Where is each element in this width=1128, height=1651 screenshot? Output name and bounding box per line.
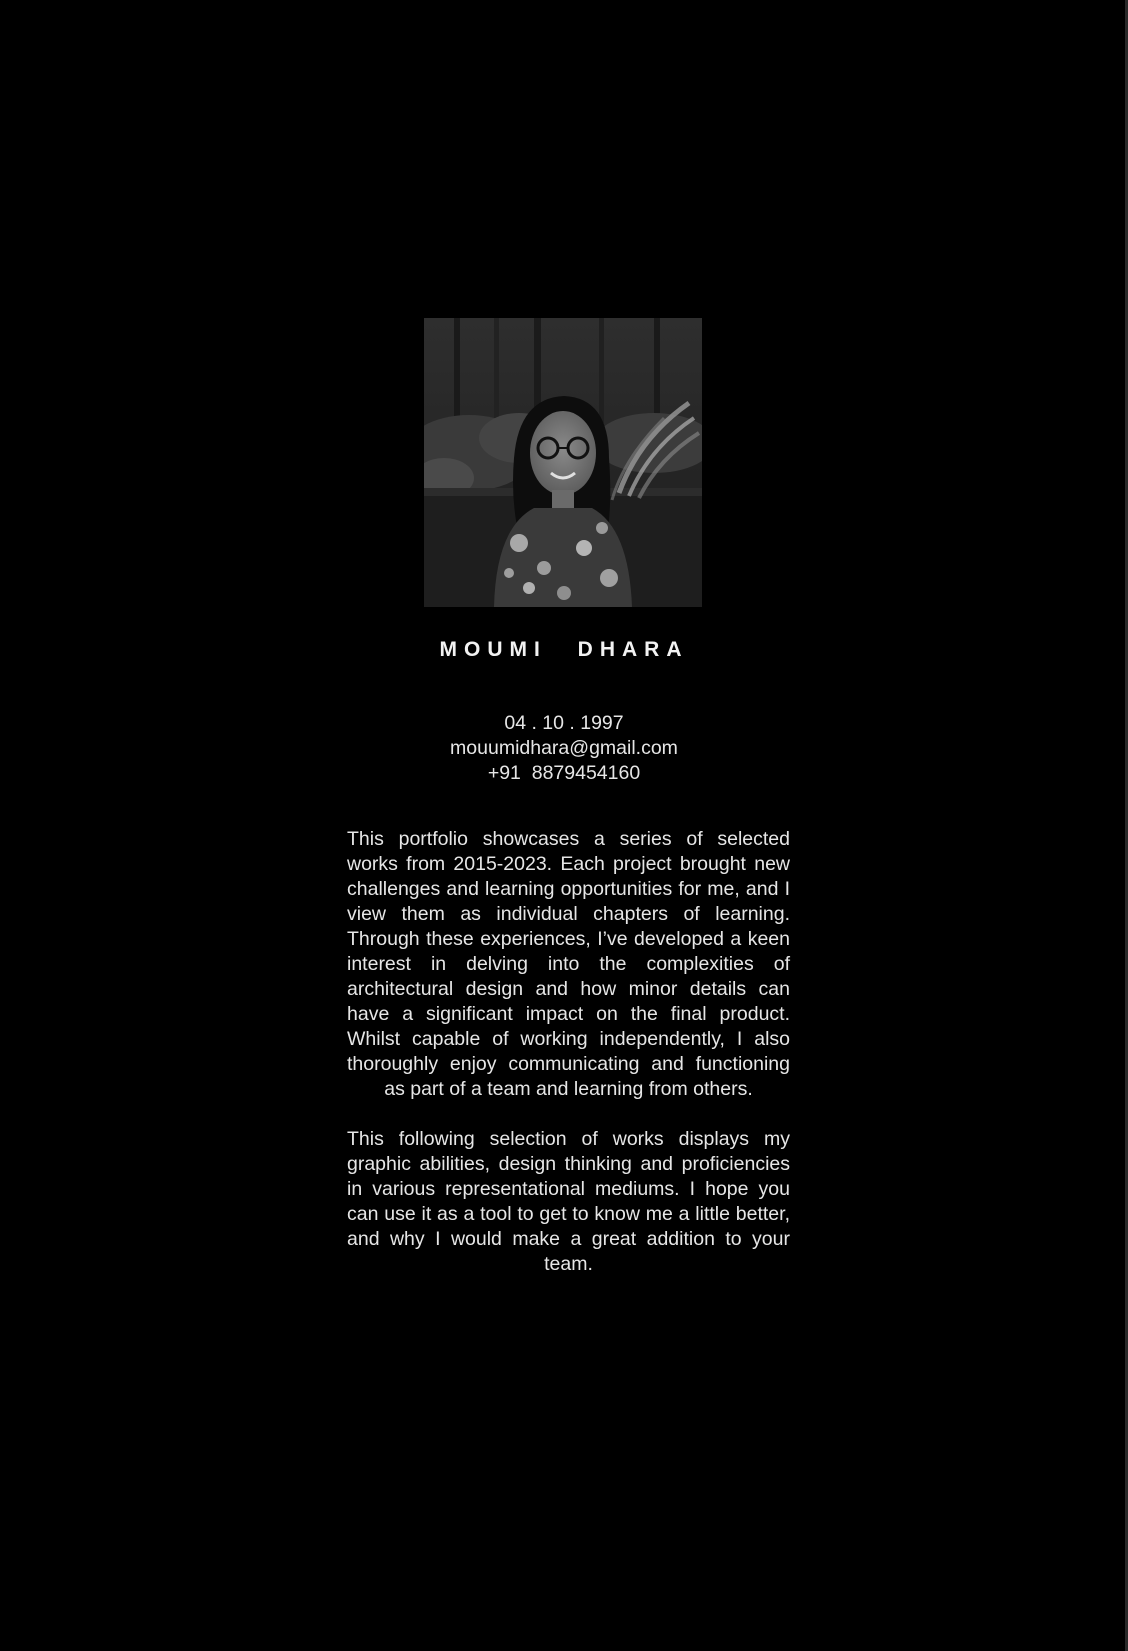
date-of-birth: 04 . 10 . 1997 bbox=[504, 712, 624, 734]
contact-details bbox=[0, 711, 1128, 786]
person-name: MOUMI DHARA bbox=[439, 638, 689, 661]
bio-section bbox=[347, 827, 790, 1277]
profile-photo bbox=[424, 318, 702, 607]
bio-paragraph: This portfolio showcases a series of selected works from 2015-2023. Each project brought new challenges and learning opportunities for me, and I view them as individual chapters of learning. Through these experiences, I’ve developed a keen interest in delving into the complexities of architectural design and how minor details can have a significant impact on the final product. Whilst capable of working independently, I also thoroughly enjoy communicating and functioning as part of a team and learning from others. bbox=[347, 828, 790, 1100]
email-address[interactable]: mouumidhara@gmail.com bbox=[450, 737, 678, 759]
bio-paragraph: This following selection of works displays my graphic abilities, design thinking and proficiencies in various representational mediums. I hope you can use it as a tool to get to know me a little better, and why I would make a great addition to your team. bbox=[347, 1128, 790, 1275]
phone-number[interactable]: +91 8879454160 bbox=[487, 762, 641, 784]
